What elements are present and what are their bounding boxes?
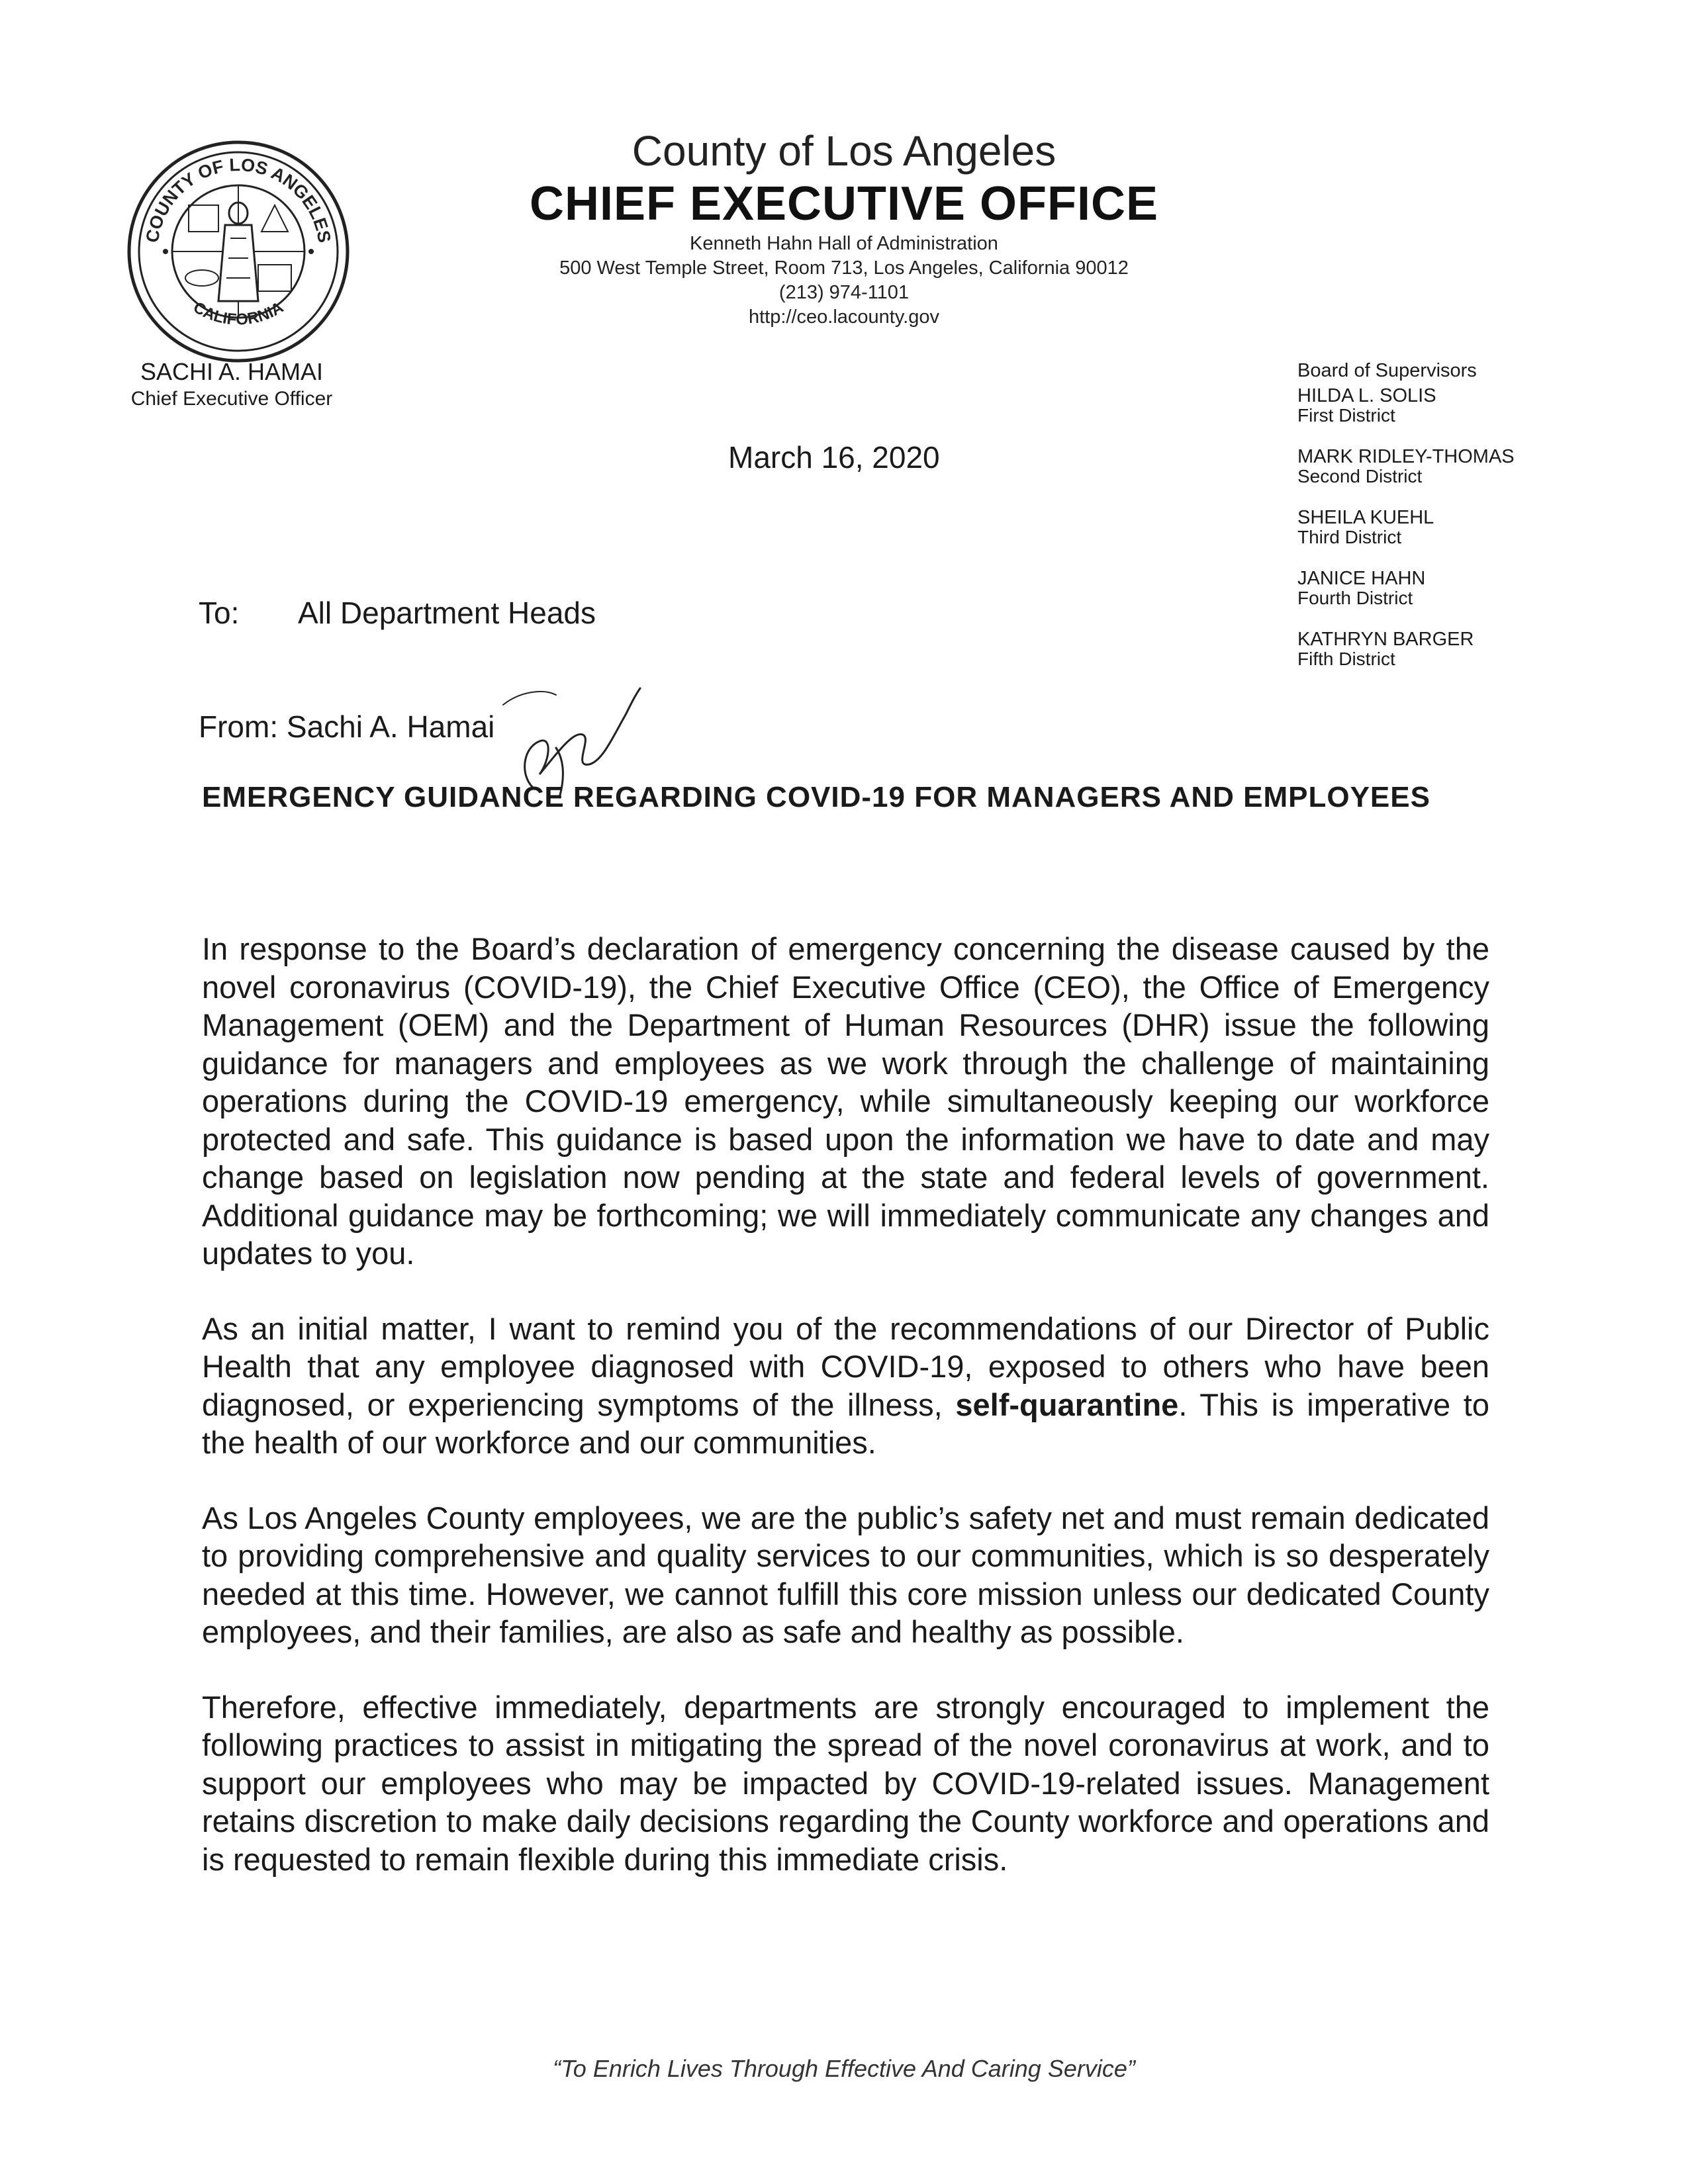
county-name: County of Los Angeles [632, 127, 1056, 175]
board-member [1297, 569, 1595, 608]
member-name: HILDA L. SOLIS [1297, 385, 1436, 406]
street-address: 500 West Temple Street, Room 713, Los Angeles, California 90012 [559, 257, 1129, 279]
body-paragraph: In response to the Board’s declaration of emergency concerning the disease caused by the novel coronavirus (COVID-19), the Chief Executive Office (CEO), the Office of Emergency Management (OEM) and the Department of Human Resources (DHR) issue the following guidance for managers and employees as we work through the challenge of maintaining operations during the COVID-19 emergency, while simultaneously keeping our workforce protected and safe. This guidance is based upon the information we have to date and may change based on legislation now pending at the state and federal levels of government. Additional guidance may be forthcoming; we will immediately communicate any changes and updates to you. [202, 931, 1489, 1271]
member-name: SHEILA KUEHL [1297, 507, 1434, 528]
member-name: JANICE HAHN [1297, 568, 1426, 589]
board-heading: Board of Supervisors [1297, 360, 1477, 381]
member-district: Fourth District [1297, 588, 1413, 608]
memo-from [199, 708, 494, 745]
member-name: KATHRYN BARGER [1297, 629, 1474, 650]
member-name: MARK RIDLEY-THOMAS [1297, 446, 1515, 467]
memo-subject: EMERGENCY GUIDANCE REGARDING COVID-19 FOR MANAGERS AND EMPLOYEES [202, 781, 1430, 813]
building-name: Kenneth Hahn Hall of Administration [690, 233, 998, 254]
svg-text:COUNTY OF LOS ANGELES: COUNTY OF LOS ANGELES [142, 154, 335, 244]
website: http://ceo.lacounty.gov [748, 306, 940, 328]
board-member [1297, 386, 1595, 426]
body-paragraph: As an initial matter, I want to remind you of the recommendations of our Director of Public Health that any employee diagnosed with COVID-19, exposed to others who have been diagnosed, or experiencing symptoms of the illness, self-quarantine. This is imperative to the health of our workforce and our communities. [202, 1310, 1489, 1460]
from-label: From: [199, 709, 279, 744]
member-district: Fifth District [1297, 649, 1395, 669]
member-district: First District [1297, 405, 1395, 426]
footer-motto: “To Enrich Lives Through Effective And Caring Service” [553, 2055, 1135, 2082]
to-label: To: [199, 596, 240, 630]
board-member [1297, 447, 1595, 486]
emphasis: self-quarantine [955, 1387, 1179, 1422]
sender-title: Chief Executive Officer [130, 388, 333, 410]
memo-body [202, 930, 1489, 1915]
member-district: Third District [1297, 527, 1402, 547]
member-district: Second District [1297, 466, 1423, 486]
board-of-supervisors [1297, 361, 1595, 690]
memo-date: March 16, 2020 [728, 440, 940, 475]
board-member [1297, 629, 1595, 669]
county-seal [126, 139, 351, 364]
body-paragraph: Therefore, effective immediately, departments are strongly encouraged to implement the following practices to assist in mitigating the spread of the novel coronavirus at work, and to support our employees who may be impacted by COVID-19-related issues. Management retains discretion to make daily decisions regarding the County workforce and operations and is requested to remain flexible during this immediate crisis. [202, 1689, 1489, 1877]
sender-block [93, 357, 371, 412]
body-paragraph: As Los Angeles County employees, we are the public’s safety net and must remain dedicated to providing comprehensive and quality services to our communities, which is so desperately needed at this time. However, we cannot fulfill this core mission unless our dedicated County employees, and their families, are also as safe and healthy as possible. [202, 1500, 1489, 1649]
office-name: CHIEF EXECUTIVE OFFICE [529, 177, 1159, 230]
phone-number: (213) 974-1101 [778, 282, 910, 303]
to-value: All Department Heads [298, 596, 596, 630]
board-member [1297, 508, 1595, 547]
letterhead [463, 126, 1225, 330]
memo-to [199, 594, 596, 631]
svg-text:CALIFORNIA: CALIFORNIA [190, 298, 287, 329]
from-value: Sachi A. Hamai [286, 709, 495, 744]
sender-name: SACHI A. HAMAI [140, 358, 324, 385]
